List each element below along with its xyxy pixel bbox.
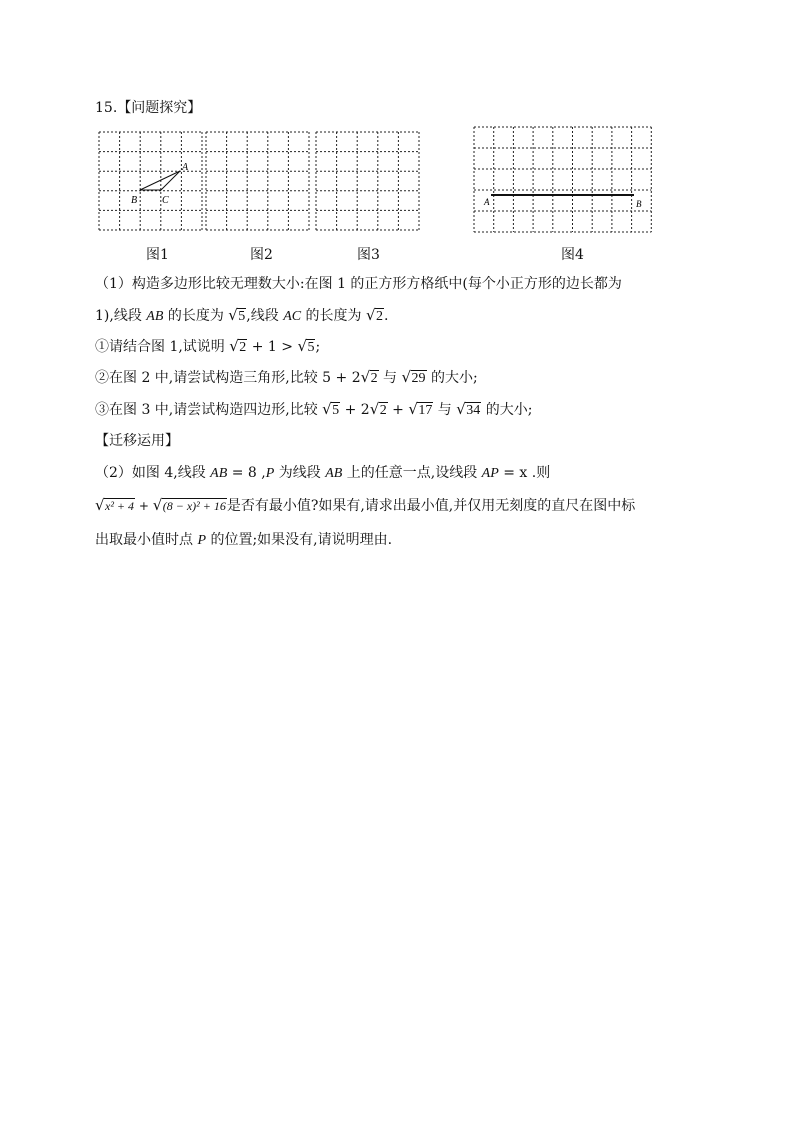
radicand: 34	[466, 403, 481, 418]
part2-line3	[95, 530, 392, 551]
fig1-label-b: B	[131, 195, 138, 206]
text-frag: + 1 >	[247, 339, 298, 355]
figure-4-grid	[474, 127, 651, 232]
fig4-label-b: B	[636, 199, 642, 209]
text-frag: 与	[378, 370, 402, 386]
fig1-label-c: C	[162, 195, 169, 206]
fig4-label-a: A	[484, 197, 490, 207]
question-2	[95, 368, 478, 389]
figure-1-grid	[99, 132, 202, 230]
text-frag: AB	[210, 466, 228, 481]
text-frag: 是否有最小值?如果有,请求出最小值,并仅用无刻度的直尺在图中标	[226, 498, 636, 514]
fig1-label-a: A	[182, 162, 189, 173]
sqrt-expression: √ 2	[366, 306, 383, 324]
text-frag: （2）如图 4,线段	[95, 465, 211, 481]
caption-fig4: 图4	[561, 247, 584, 263]
text-frag: 为线段	[274, 465, 326, 481]
text-frag: +	[135, 499, 153, 513]
text-frag: ;	[315, 339, 321, 355]
radicand: 2	[379, 403, 387, 418]
part2-line1	[95, 463, 550, 484]
text-frag: 出取最小值时点	[95, 532, 198, 548]
sqrt-expression: √ 5	[228, 306, 246, 324]
text-frag: +	[387, 402, 409, 418]
sqrt-expression: √ 2	[369, 400, 387, 418]
part2-line2	[95, 496, 635, 516]
text-frag: AC	[283, 309, 302, 324]
figure-3-grid	[316, 132, 419, 230]
text-frag: 的位置;如果没有,请说明理由.	[206, 532, 393, 548]
sqrt-expression: √ x² + 4	[95, 496, 135, 514]
text-frag: .	[384, 308, 389, 324]
text-frag: AB	[146, 309, 164, 324]
text-frag: P	[197, 533, 207, 548]
sqrt-expression: √ 2	[229, 337, 247, 355]
text-frag: 的大小;	[426, 370, 478, 386]
sqrt-expression: √ 2	[360, 368, 378, 386]
text-frag: 的长度为	[163, 308, 229, 324]
text-frag: ②在图 2 中,请尝试构造三角形,比较 5 + 2	[95, 370, 361, 386]
text-frag: ③在图 3 中,请尝试构造四边形,比较	[95, 402, 323, 418]
text-frag: 1),线段	[95, 308, 147, 324]
part1-line1: （1）构造多边形比较无理数大小:在图 1 的正方形方格纸中(每个小正方形的边长都为	[95, 276, 622, 292]
sqrt-expression: √ (8 − x)² + 16	[152, 496, 226, 514]
radicand: 29	[411, 371, 426, 386]
question-1	[95, 337, 320, 358]
sqrt-expression: √ 5	[297, 337, 315, 355]
radicand: x² + 4	[105, 499, 135, 513]
radicand: 5	[332, 403, 340, 418]
figure-2-grid	[206, 132, 309, 230]
transfer-title: 【迁移运用】	[95, 433, 179, 449]
radicand: (8 − x)² + 16	[162, 499, 226, 513]
sqrt-expression: √ 5	[322, 400, 340, 418]
figures-area	[0, 0, 794, 300]
question-3	[95, 400, 532, 421]
question-title: 15.【问题探究】	[95, 100, 202, 116]
text-frag: = 8 ,	[227, 465, 266, 481]
triangle-abc	[140, 171, 180, 190]
caption-fig1: 图1	[146, 247, 169, 263]
text-frag: P	[265, 466, 275, 481]
text-frag: ,线段	[246, 308, 284, 324]
caption-fig2: 图2	[250, 247, 273, 263]
radicand: 2	[370, 371, 378, 386]
radicand: 17	[418, 403, 433, 418]
text-frag: AB	[325, 466, 343, 481]
radicand: 2	[239, 340, 247, 355]
radicand: 5	[307, 340, 315, 355]
text-frag: ①请结合图 1,试说明	[95, 339, 230, 355]
text-frag: 上的任意一点,设线段	[342, 465, 482, 481]
sqrt-expression: √ 29	[401, 368, 426, 386]
sqrt-expression: √ 17	[408, 400, 433, 418]
caption-fig3: 图3	[357, 247, 380, 263]
radicand: 5	[238, 309, 246, 324]
sqrt-expression: √ 34	[456, 400, 481, 418]
text-frag: AP	[481, 466, 499, 481]
text-frag: + 2	[340, 402, 370, 418]
text-frag: 的长度为	[301, 308, 366, 324]
text-frag: 的大小;	[481, 402, 533, 418]
radicand: 2	[376, 309, 383, 324]
text-frag: 与	[433, 402, 457, 418]
text-frag: = x .则	[498, 465, 551, 481]
part1-line2	[95, 306, 388, 327]
